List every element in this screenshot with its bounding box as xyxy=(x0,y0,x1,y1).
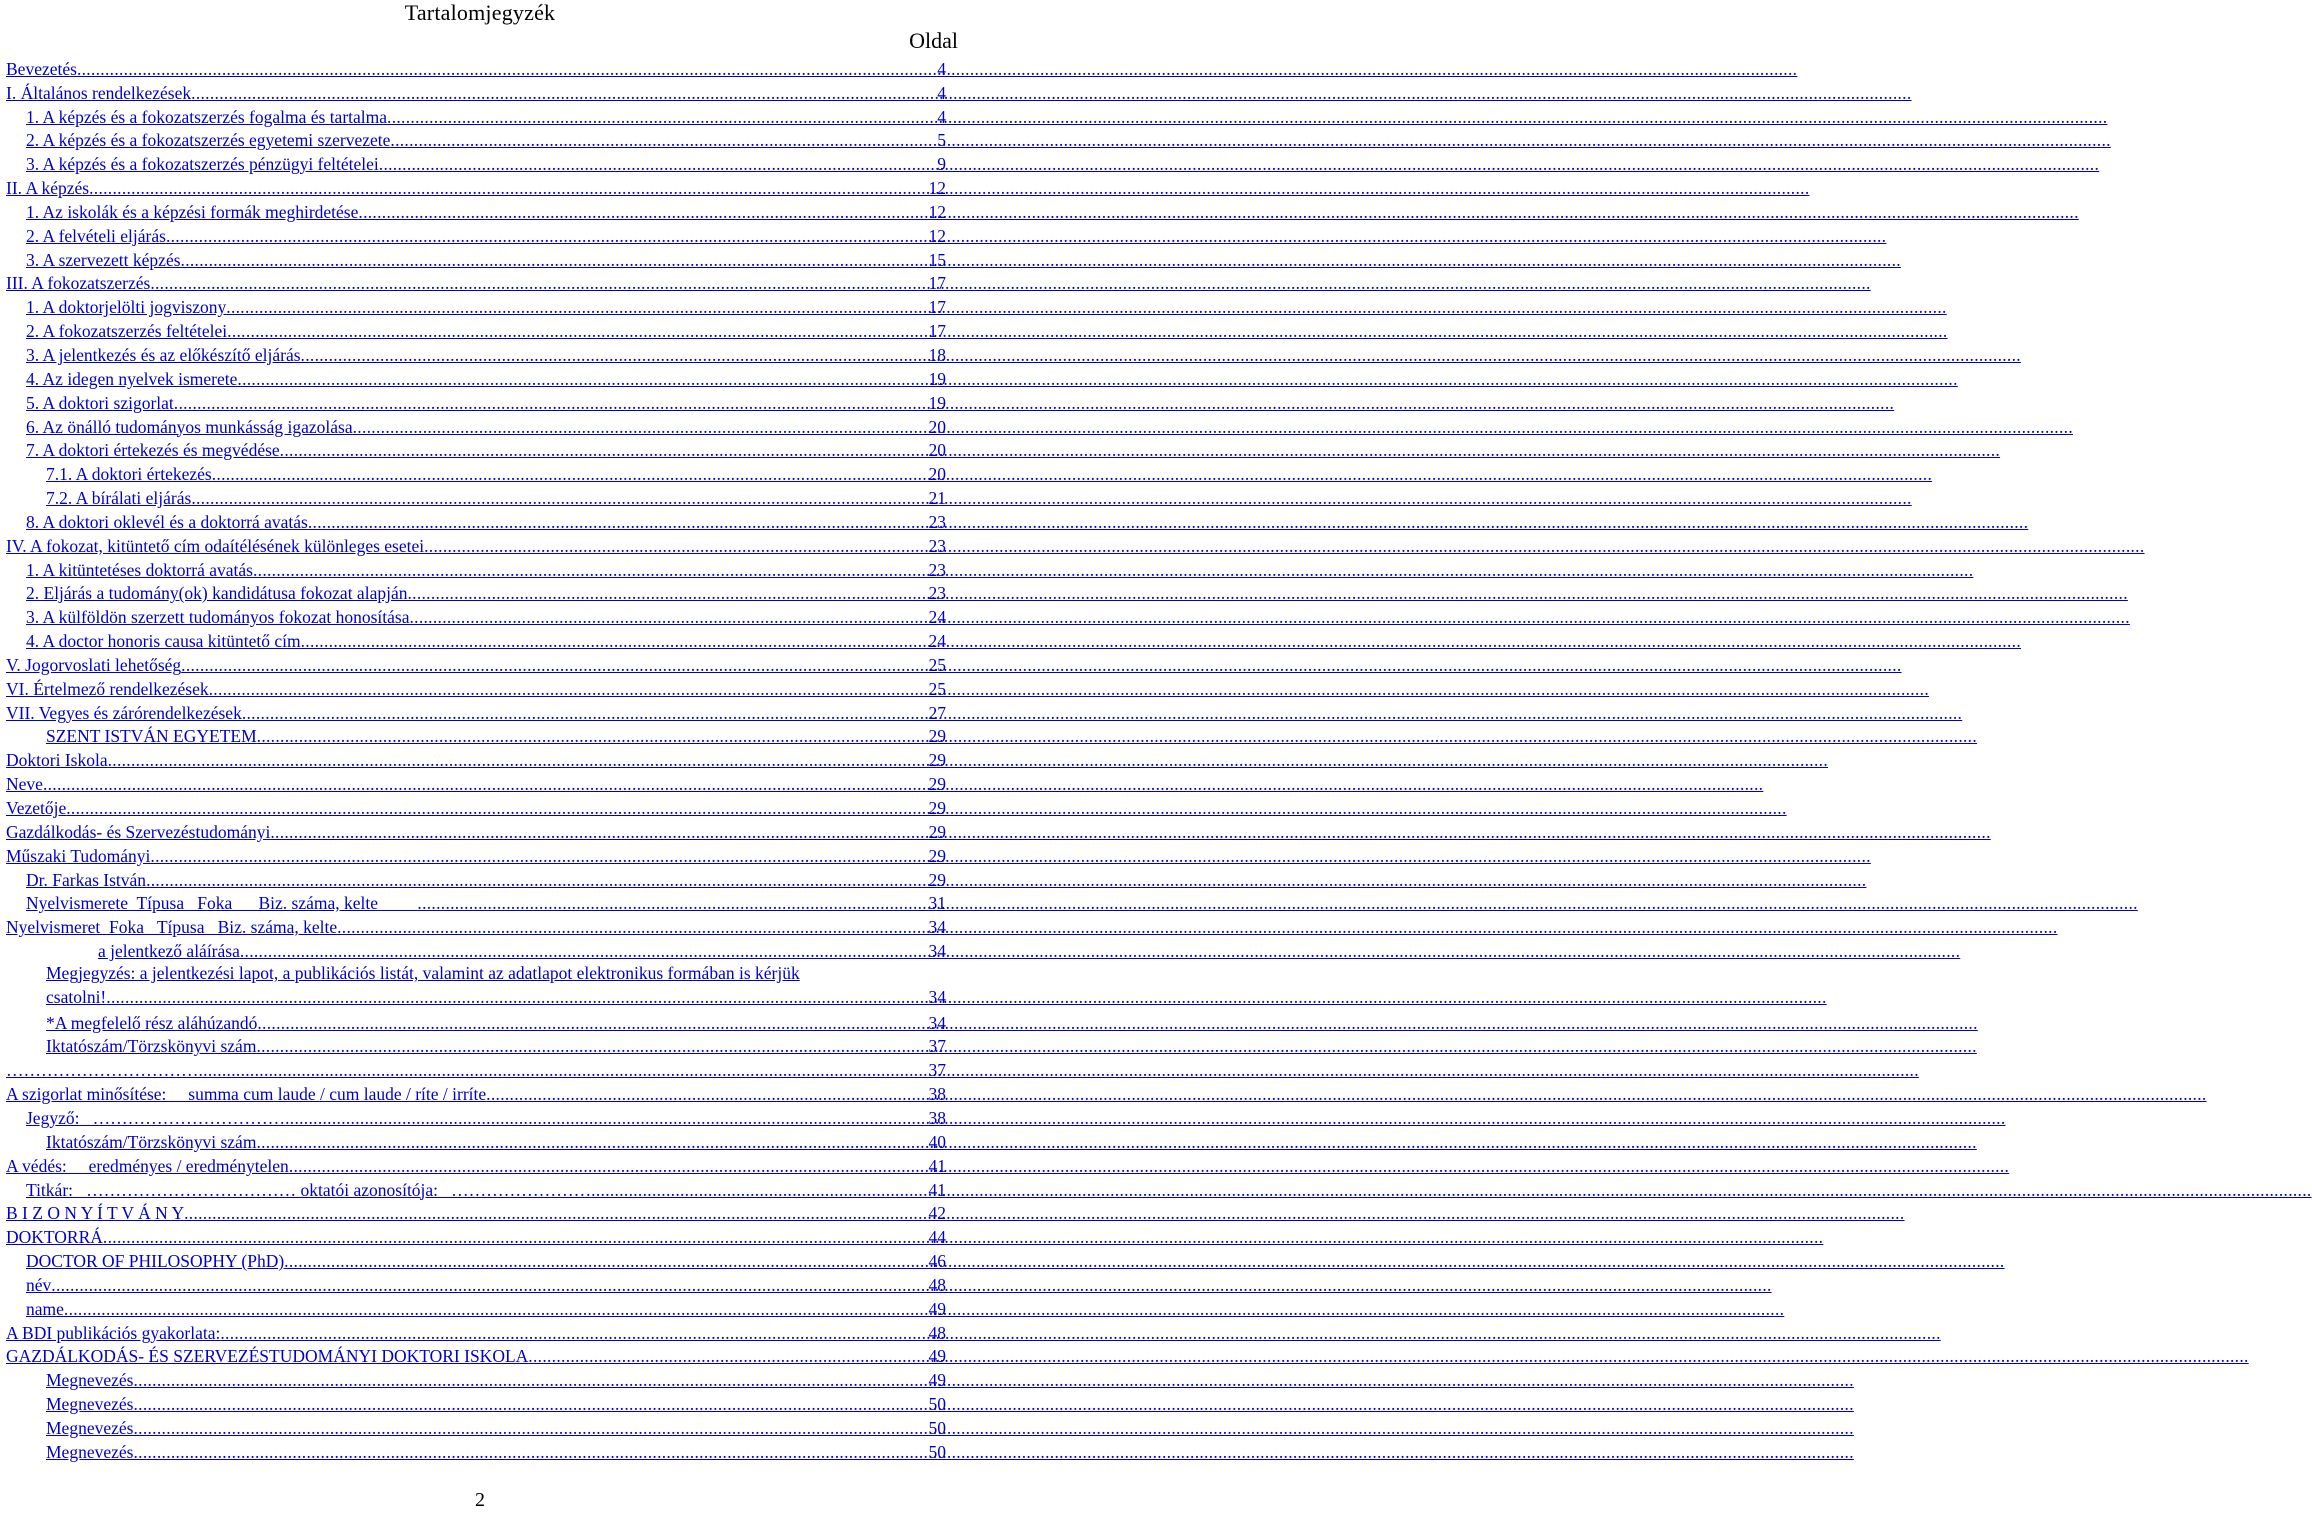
toc-entry-label: 7.2. A bírálati eljárás xyxy=(46,488,192,509)
toc-entry-page: 17 xyxy=(928,297,946,318)
dot-leader xyxy=(256,1131,927,1153)
toc-entry-label: Nyelvismeret Foka Típusa Biz. száma, kelte xyxy=(6,917,338,938)
table-of-contents xyxy=(6,56,946,1463)
dot-leader xyxy=(289,1155,928,1177)
dot-leader xyxy=(301,630,928,652)
dot-leader xyxy=(285,1107,927,1129)
toc-entry[interactable] xyxy=(6,819,946,843)
toc-entry-label: II. A képzés xyxy=(6,178,90,199)
toc-entry[interactable] xyxy=(6,1344,946,1368)
toc-entry-label: VI. Értelmező rendelkezések xyxy=(6,678,209,699)
toc-entry-page: 49 xyxy=(928,1370,946,1391)
toc-entry-page: 24 xyxy=(928,631,946,652)
dot-leader xyxy=(209,678,928,700)
toc-entry-label: Bevezetés xyxy=(6,58,77,79)
dot-leader xyxy=(308,511,928,533)
toc-entry-label: Vezetője xyxy=(6,798,67,818)
dot-leader xyxy=(591,1179,927,1201)
toc-entry-page: 49 xyxy=(928,1298,946,1319)
toc-entry[interactable] xyxy=(6,56,946,80)
toc-entry-label: 3. A jelentkezés és az előkészítő eljárás xyxy=(26,344,301,365)
toc-entry[interactable] xyxy=(6,414,946,438)
toc-entry-page: 4 xyxy=(937,82,946,103)
dot-leader xyxy=(424,535,927,557)
toc-entry-label: 1. A kitüntetéses doktorrá avatás xyxy=(26,559,253,580)
toc-entry-page: 9 xyxy=(937,154,946,175)
toc-entry-label: V. Jogorvoslati lehetőség xyxy=(6,654,182,675)
dot-leader xyxy=(353,416,928,438)
toc-entry-label: *A megfelelő rész aláhúzandó xyxy=(46,1012,258,1033)
toc-entry-label: Megnevezés xyxy=(46,1370,134,1391)
dot-leader xyxy=(77,58,936,80)
toc-entry-page: 5 xyxy=(937,130,946,151)
toc-entry-page: 21 xyxy=(928,488,946,509)
toc-entry[interactable] xyxy=(6,438,946,462)
toc-entry[interactable] xyxy=(6,80,946,104)
toc-entry[interactable] xyxy=(6,1439,946,1463)
dot-leader xyxy=(220,1322,927,1344)
toc-entry-page: 44 xyxy=(928,1227,946,1248)
dot-leader xyxy=(108,749,928,771)
toc-entry-label: 1. A képzés és a fokozatszerzés fogalma és tartalma xyxy=(26,106,388,127)
dot-leader xyxy=(133,1417,927,1439)
toc-entry-label: 2. A képzés és a fokozatszerzés egyetemi szervezete xyxy=(26,130,391,151)
toc-entry-page: 40 xyxy=(928,1131,946,1152)
toc-entry-label: DOCTOR OF PHILOSOPHY (PhD) xyxy=(26,1251,285,1272)
dot-leader xyxy=(242,702,928,724)
toc-entry[interactable] xyxy=(6,1415,946,1439)
dot-leader xyxy=(103,1226,928,1248)
toc-entry-page: 12 xyxy=(928,178,946,199)
toc-entry[interactable] xyxy=(6,914,946,938)
toc-entry-label: 3. A szervezett képzés xyxy=(26,249,181,270)
toc-entry[interactable] xyxy=(6,223,946,247)
toc-entry-page: 46 xyxy=(928,1251,946,1272)
toc-entry[interactable] xyxy=(6,104,946,128)
toc-entry[interactable] xyxy=(6,891,946,915)
toc-entry[interactable] xyxy=(6,199,946,223)
toc-entry[interactable] xyxy=(6,175,946,199)
toc-entry-label: VII. Vegyes és zárórendelkezések xyxy=(6,702,242,723)
toc-entry-label: Iktatószám/Törzskönyvi szám xyxy=(46,1131,257,1152)
toc-entry[interactable] xyxy=(6,533,946,557)
dot-leader xyxy=(174,392,928,414)
toc-entry-page: 42 xyxy=(928,1203,946,1224)
toc-entry-label: Megnevezés xyxy=(46,1417,134,1438)
toc-entry[interactable] xyxy=(6,581,946,605)
toc-entry-page: 34 xyxy=(928,1012,946,1033)
toc-entry[interactable] xyxy=(6,1153,946,1177)
dot-leader xyxy=(227,320,927,342)
dot-leader xyxy=(257,725,928,747)
dot-leader xyxy=(409,606,927,628)
toc-entry-label: III. A fokozatszerzés xyxy=(6,273,151,294)
toc-entry-page: 29 xyxy=(928,845,946,866)
toc-entry[interactable] xyxy=(6,747,946,771)
toc-entry[interactable] xyxy=(6,604,946,628)
toc-entry-label: 6. Az önálló tudományos munkásság igazolása xyxy=(26,416,353,437)
toc-entry-label: Megnevezés xyxy=(46,1394,134,1415)
dot-leader xyxy=(280,439,928,461)
toc-entry-page: 38 xyxy=(928,1107,946,1128)
toc-entry[interactable] xyxy=(6,1224,946,1248)
toc-entry[interactable] xyxy=(6,1296,946,1320)
dot-leader xyxy=(181,654,927,676)
toc-entry-page: 29 xyxy=(928,798,946,818)
dot-leader xyxy=(212,463,928,485)
dot-leader xyxy=(184,1202,927,1224)
dot-leader xyxy=(528,1345,927,1367)
toc-entry[interactable] xyxy=(6,1201,946,1225)
toc-entry[interactable] xyxy=(6,247,946,271)
toc-entry-label: 1. Az iskolák és a képzési formák meghirdetése xyxy=(26,201,359,222)
dot-leader xyxy=(89,177,927,199)
dot-leader xyxy=(337,916,927,938)
toc-entry-page: 29 xyxy=(928,821,946,842)
toc-entry-page: 29 xyxy=(928,726,946,747)
toc-entry-label: …………………………… xyxy=(6,1060,199,1081)
dot-leader xyxy=(301,344,928,366)
toc-entry[interactable] xyxy=(6,771,946,795)
toc-entry-label: a jelentkező aláírása xyxy=(98,941,240,962)
toc-entry-label: A szigorlat minősítése: summa cum laude / cum laude / ríte / irríte xyxy=(6,1084,487,1105)
toc-entry-page: 29 xyxy=(928,869,946,890)
toc-entry[interactable] xyxy=(6,1034,946,1058)
toc-entry-page: 4 xyxy=(937,58,946,79)
toc-entry-label: SZENT ISTVÁN EGYETEM xyxy=(46,726,257,747)
dot-leader xyxy=(191,487,927,509)
toc-entry-page: 23 xyxy=(928,559,946,580)
toc-entry-label: A BDI publikációs gyakorlata: xyxy=(6,1322,221,1343)
toc-title: Tartalomjegyzék xyxy=(404,0,556,25)
dot-leader xyxy=(240,940,928,962)
toc-entry-page: 38 xyxy=(928,1084,946,1105)
toc-entry-label: 3. A külföldön szerzett tudományos fokozat honosítása xyxy=(26,607,410,628)
toc-entry-page: 20 xyxy=(928,440,946,461)
toc-entry-page: 27 xyxy=(928,702,946,723)
toc-entry-page: 29 xyxy=(928,750,946,771)
toc-entry-page: 23 xyxy=(928,511,946,532)
toc-entry-page: 34 xyxy=(928,941,946,962)
toc-entry[interactable] xyxy=(6,366,946,390)
toc-entry-page: 24 xyxy=(928,607,946,628)
toc-entry-page: 41 xyxy=(928,1179,946,1200)
toc-entry[interactable] xyxy=(6,485,946,509)
dot-leader xyxy=(51,1274,927,1296)
toc-entry-label: 2. Eljárás a tudomány(ok) kandidátusa fokozat alapján xyxy=(26,583,408,604)
dot-leader xyxy=(66,797,927,819)
toc-entry-page: 18 xyxy=(928,344,946,365)
toc-entry[interactable] xyxy=(6,962,946,1010)
dot-leader xyxy=(358,201,927,223)
dot-leader xyxy=(253,559,928,581)
toc-entry[interactable] xyxy=(6,390,946,414)
dot-leader xyxy=(181,249,928,271)
toc-entry-page: 12 xyxy=(928,225,946,246)
dot-leader xyxy=(133,1369,927,1391)
toc-entry[interactable] xyxy=(6,318,946,342)
toc-entry-page: 41 xyxy=(928,1155,946,1176)
dot-leader xyxy=(133,1393,927,1415)
toc-entry-page: 31 xyxy=(928,893,946,914)
toc-entry-page: 15 xyxy=(928,249,946,270)
toc-entry-page: 23 xyxy=(928,535,946,556)
toc-entry-page: 37 xyxy=(928,1036,946,1057)
toc-entry[interactable] xyxy=(6,652,946,676)
toc-entry-page: 25 xyxy=(928,678,946,699)
dot-leader xyxy=(256,1035,927,1057)
toc-entry-label: 2. A felvételi eljárás xyxy=(26,225,166,246)
toc-entry-page: 25 xyxy=(928,654,946,675)
toc-entry-page: 50 xyxy=(928,1441,946,1462)
toc-entry[interactable] xyxy=(6,724,946,748)
toc-entry-label: 7. A doktori értekezés és megvédése xyxy=(26,440,280,461)
toc-entry-label: Nyelvismerete Típusa Foka Biz. száma, kelte xyxy=(26,893,418,914)
toc-entry-page: 20 xyxy=(928,464,946,485)
toc-entry-page: 20 xyxy=(928,416,946,437)
toc-entry[interactable] xyxy=(6,628,946,652)
toc-entry-label: Műszaki Tudományi xyxy=(6,845,151,866)
toc-entry[interactable] xyxy=(6,509,946,533)
toc-entry[interactable] xyxy=(6,271,946,295)
toc-entry-label-line1: Megjegyzés: a jelentkezési lapot, a publikációs listát, valamint az adatlapot elektronikus formában is kérjük xyxy=(46,963,800,984)
toc-entry[interactable] xyxy=(6,294,946,318)
dot-leader xyxy=(106,986,927,1010)
toc-entry-page: 50 xyxy=(928,1394,946,1415)
toc-entry[interactable] xyxy=(6,128,946,152)
dot-leader xyxy=(133,1441,927,1463)
toc-entry-page: 48 xyxy=(928,1322,946,1343)
dot-leader xyxy=(257,1012,927,1034)
toc-entry-page: 48 xyxy=(928,1274,946,1295)
toc-entry[interactable] xyxy=(6,843,946,867)
toc-entry-label: A védés: eredményes / eredménytelen xyxy=(6,1155,289,1176)
dot-leader xyxy=(150,845,927,867)
toc-entry-page: 19 xyxy=(928,368,946,389)
toc-entry-label: csatolni! xyxy=(46,986,107,1007)
dot-leader xyxy=(43,773,928,795)
toc-entry-label: Jegyző: …………………………… xyxy=(26,1107,286,1128)
page-column-label: Oldal xyxy=(909,28,958,53)
toc-entry-label: Iktatószám/Törzskönyvi szám xyxy=(46,1036,257,1057)
dot-leader xyxy=(237,368,927,390)
toc-entry[interactable] xyxy=(6,1010,946,1034)
dot-leader xyxy=(146,869,927,891)
toc-entry-page: 50 xyxy=(928,1417,946,1438)
dot-leader xyxy=(270,821,927,843)
page-number: 2 xyxy=(475,1489,485,1511)
toc-entry-label: Doktori Iskola xyxy=(6,750,108,771)
toc-entry-label: Dr. Farkas István xyxy=(26,869,147,890)
dot-leader xyxy=(284,1250,927,1272)
dot-leader xyxy=(191,82,936,104)
toc-entry[interactable] xyxy=(6,676,946,700)
toc-entry[interactable] xyxy=(6,1105,946,1129)
toc-entry[interactable] xyxy=(6,1177,946,1201)
toc-entry-page: 29 xyxy=(928,774,946,795)
toc-entry-label: név xyxy=(26,1274,52,1295)
toc-entry[interactable] xyxy=(6,795,946,819)
toc-entry-page: 37 xyxy=(928,1060,946,1081)
toc-entry-label: Gazdálkodás- és Szervezéstudományi xyxy=(6,821,271,842)
toc-entry[interactable] xyxy=(6,1367,946,1391)
toc-entry-label: GAZDÁLKODÁS- ÉS SZERVEZÉSTUDOMÁNYI DOKTORI ISKOLA xyxy=(6,1346,529,1367)
dot-leader xyxy=(417,892,927,914)
toc-entry-page: 23 xyxy=(928,583,946,604)
toc-entry-label: 7.1. A doktori értekezés xyxy=(46,464,212,485)
dot-leader xyxy=(199,1059,928,1081)
dot-leader xyxy=(387,106,936,128)
toc-entry-label: 2. A fokozatszerzés feltételei xyxy=(26,321,228,342)
dot-leader xyxy=(226,296,927,318)
toc-entry-label: Titkár: ……………………………… oktatói azonosítója: …………………… xyxy=(26,1179,592,1200)
toc-entry[interactable] xyxy=(6,1057,946,1081)
toc-entry-label: 5. A doktori szigorlat xyxy=(26,392,174,413)
toc-entry-label: 8. A doktori oklevél és a doktorrá avatás xyxy=(26,511,308,532)
toc-entry[interactable] xyxy=(6,151,946,175)
toc-entry-page: 34 xyxy=(928,917,946,938)
toc-entry-label: 4. A doctor honoris causa kitüntető cím xyxy=(26,631,301,652)
toc-entry-label: B I Z O N Y Í T V Á N Y xyxy=(6,1203,185,1224)
toc-entry-page: 17 xyxy=(928,321,946,342)
dot-leader xyxy=(390,129,936,151)
toc-entry[interactable] xyxy=(6,1272,946,1296)
toc-entry-page: 49 xyxy=(928,1346,946,1367)
toc-entry-page: 19 xyxy=(928,392,946,413)
toc-entry[interactable] xyxy=(6,1391,946,1415)
dot-leader xyxy=(166,225,928,247)
dot-leader xyxy=(64,1298,928,1320)
toc-entry-label: Neve xyxy=(6,774,43,795)
dot-leader xyxy=(407,582,927,604)
toc-entry-page: 12 xyxy=(928,201,946,222)
toc-entry[interactable] xyxy=(6,557,946,581)
toc-entry-page: 34 xyxy=(928,986,946,1007)
toc-entry-label: IV. A fokozat, kitüntető cím odaítélésének különleges esetei xyxy=(6,535,425,556)
dot-leader xyxy=(486,1083,927,1105)
toc-entry-page: 4 xyxy=(937,106,946,127)
toc-entry[interactable] xyxy=(6,1081,946,1105)
toc-entry-label: 3. A képzés és a fokozatszerzés pénzügyi feltételei xyxy=(26,154,379,175)
toc-entry-label: DOKTORRÁ xyxy=(6,1227,103,1248)
toc-entry[interactable] xyxy=(6,867,946,891)
toc-entry[interactable] xyxy=(6,342,946,366)
toc-entry[interactable] xyxy=(6,700,946,724)
toc-entry[interactable] xyxy=(6,1248,946,1272)
toc-entry[interactable] xyxy=(6,1129,946,1153)
dot-leader xyxy=(379,153,936,175)
toc-entry[interactable] xyxy=(6,938,946,962)
toc-entry-page: 17 xyxy=(928,273,946,294)
toc-entry-label: 1. A doktorjelölti jogviszony xyxy=(26,297,227,318)
dot-leader xyxy=(150,272,927,294)
toc-entry-label: 4. Az idegen nyelvek ismerete xyxy=(26,368,238,389)
toc-entry-label: Megnevezés xyxy=(46,1441,134,1462)
toc-entry[interactable] xyxy=(6,1320,946,1344)
toc-entry-label: name xyxy=(26,1298,64,1319)
toc-entry[interactable] xyxy=(6,461,946,485)
toc-entry-label: I. Általános rendelkezések xyxy=(6,82,192,103)
